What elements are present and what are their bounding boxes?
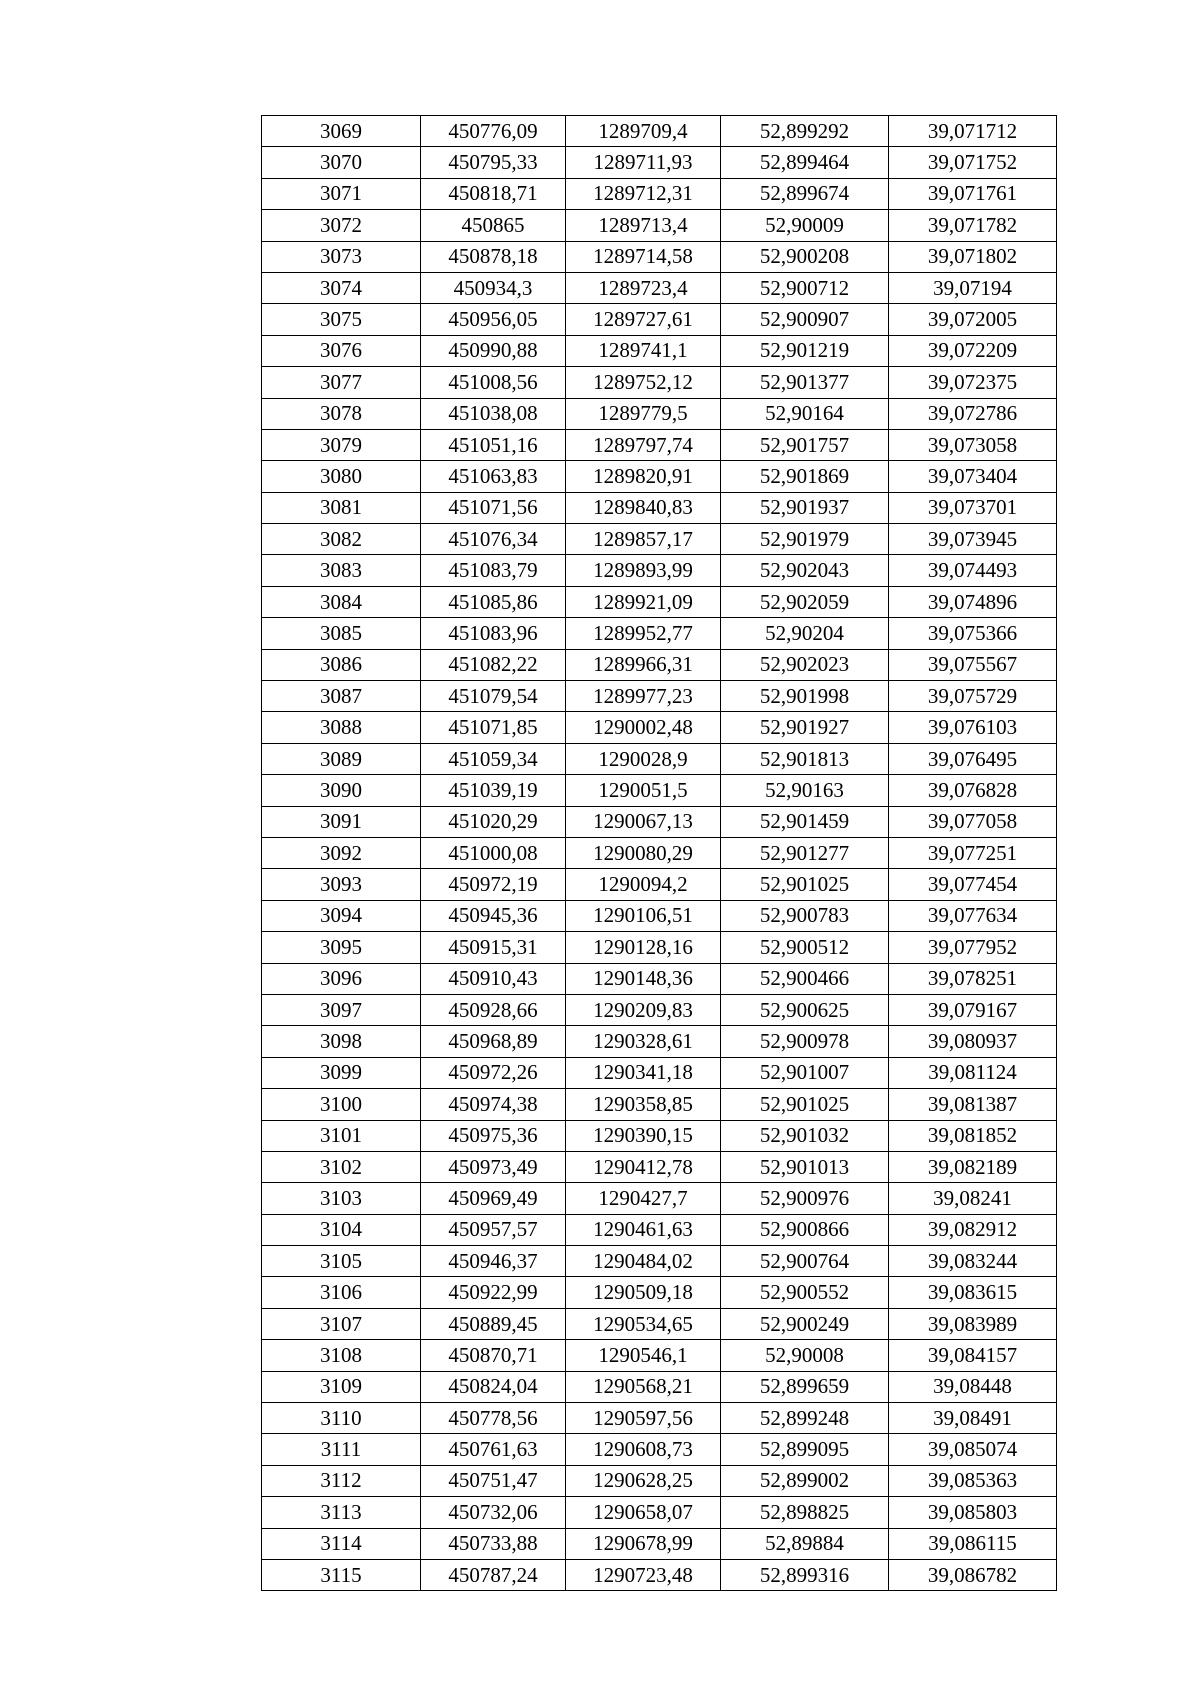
longitude-cell: 39,079167 xyxy=(889,994,1057,1025)
table-row xyxy=(262,241,1057,272)
longitude-cell: 39,076495 xyxy=(889,743,1057,774)
x-coordinate-cell: 450878,18 xyxy=(421,241,566,272)
y-coordinate-cell: 1290484,02 xyxy=(566,1246,721,1277)
point-number-cell: 3093 xyxy=(262,869,421,900)
x-coordinate-cell: 450795,33 xyxy=(421,147,566,178)
latitude-cell: 52,899674 xyxy=(721,178,889,209)
point-number-cell: 3114 xyxy=(262,1528,421,1559)
y-coordinate-cell: 1290358,85 xyxy=(566,1089,721,1120)
y-coordinate-cell: 1290534,65 xyxy=(566,1308,721,1339)
longitude-cell: 39,085803 xyxy=(889,1497,1057,1528)
point-number-cell: 3096 xyxy=(262,963,421,994)
y-coordinate-cell: 1290209,83 xyxy=(566,994,721,1025)
point-number-cell: 3099 xyxy=(262,1057,421,1088)
longitude-cell: 39,086115 xyxy=(889,1528,1057,1559)
longitude-cell: 39,073701 xyxy=(889,492,1057,523)
point-number-cell: 3076 xyxy=(262,335,421,366)
point-number-cell: 3070 xyxy=(262,147,421,178)
x-coordinate-cell: 451079,54 xyxy=(421,681,566,712)
y-coordinate-cell: 1290067,13 xyxy=(566,806,721,837)
latitude-cell: 52,901998 xyxy=(721,681,889,712)
latitude-cell: 52,901219 xyxy=(721,335,889,366)
y-coordinate-cell: 1290597,56 xyxy=(566,1403,721,1434)
y-coordinate-cell: 1290341,18 xyxy=(566,1057,721,1088)
longitude-cell: 39,083989 xyxy=(889,1308,1057,1339)
table-row xyxy=(262,1528,1057,1559)
table-row xyxy=(262,1277,1057,1308)
table-row xyxy=(262,869,1057,900)
longitude-cell: 39,07194 xyxy=(889,272,1057,303)
longitude-cell: 39,077952 xyxy=(889,932,1057,963)
x-coordinate-cell: 451051,16 xyxy=(421,429,566,460)
table-row xyxy=(262,1151,1057,1182)
latitude-cell: 52,901007 xyxy=(721,1057,889,1088)
x-coordinate-cell: 450945,36 xyxy=(421,900,566,931)
point-number-cell: 3083 xyxy=(262,555,421,586)
table-row xyxy=(262,681,1057,712)
x-coordinate-cell: 450975,36 xyxy=(421,1120,566,1151)
x-coordinate-cell: 450915,31 xyxy=(421,932,566,963)
table-row xyxy=(262,1120,1057,1151)
table-row xyxy=(262,1371,1057,1402)
longitude-cell: 39,074493 xyxy=(889,555,1057,586)
table-row xyxy=(262,806,1057,837)
x-coordinate-cell: 450787,24 xyxy=(421,1559,566,1590)
x-coordinate-cell: 451020,29 xyxy=(421,806,566,837)
x-coordinate-cell: 450928,66 xyxy=(421,994,566,1025)
x-coordinate-cell: 451082,22 xyxy=(421,649,566,680)
longitude-cell: 39,082189 xyxy=(889,1151,1057,1182)
x-coordinate-cell: 450972,26 xyxy=(421,1057,566,1088)
longitude-cell: 39,071712 xyxy=(889,116,1057,147)
table-row xyxy=(262,367,1057,398)
point-number-cell: 3094 xyxy=(262,900,421,931)
latitude-cell: 52,901377 xyxy=(721,367,889,398)
y-coordinate-cell: 1289977,23 xyxy=(566,681,721,712)
y-coordinate-cell: 1289741,1 xyxy=(566,335,721,366)
table-row xyxy=(262,1559,1057,1590)
y-coordinate-cell: 1289857,17 xyxy=(566,524,721,555)
latitude-cell: 52,899659 xyxy=(721,1371,889,1402)
x-coordinate-cell: 450974,38 xyxy=(421,1089,566,1120)
point-number-cell: 3072 xyxy=(262,210,421,241)
point-number-cell: 3077 xyxy=(262,367,421,398)
x-coordinate-cell: 451008,56 xyxy=(421,367,566,398)
point-number-cell: 3095 xyxy=(262,932,421,963)
x-coordinate-cell: 450956,05 xyxy=(421,304,566,335)
longitude-cell: 39,073945 xyxy=(889,524,1057,555)
table-row xyxy=(262,555,1057,586)
x-coordinate-cell: 450889,45 xyxy=(421,1308,566,1339)
x-coordinate-cell: 451063,83 xyxy=(421,461,566,492)
latitude-cell: 52,90164 xyxy=(721,398,889,429)
y-coordinate-cell: 1289797,74 xyxy=(566,429,721,460)
longitude-cell: 39,075366 xyxy=(889,618,1057,649)
latitude-cell: 52,898825 xyxy=(721,1497,889,1528)
latitude-cell: 52,900976 xyxy=(721,1183,889,1214)
y-coordinate-cell: 1290568,21 xyxy=(566,1371,721,1402)
point-number-cell: 3098 xyxy=(262,1026,421,1057)
point-number-cell: 3112 xyxy=(262,1465,421,1496)
y-coordinate-cell: 1289779,5 xyxy=(566,398,721,429)
y-coordinate-cell: 1289893,99 xyxy=(566,555,721,586)
x-coordinate-cell: 450990,88 xyxy=(421,335,566,366)
point-number-cell: 3105 xyxy=(262,1246,421,1277)
y-coordinate-cell: 1290412,78 xyxy=(566,1151,721,1182)
latitude-cell: 52,900712 xyxy=(721,272,889,303)
table-row xyxy=(262,178,1057,209)
y-coordinate-cell: 1289921,09 xyxy=(566,586,721,617)
table-row xyxy=(262,1308,1057,1339)
latitude-cell: 52,901025 xyxy=(721,1089,889,1120)
latitude-cell: 52,90008 xyxy=(721,1340,889,1371)
y-coordinate-cell: 1289727,61 xyxy=(566,304,721,335)
y-coordinate-cell: 1290608,73 xyxy=(566,1434,721,1465)
y-coordinate-cell: 1290094,2 xyxy=(566,869,721,900)
y-coordinate-cell: 1290723,48 xyxy=(566,1559,721,1590)
longitude-cell: 39,071761 xyxy=(889,178,1057,209)
latitude-cell: 52,902059 xyxy=(721,586,889,617)
point-number-cell: 3090 xyxy=(262,775,421,806)
longitude-cell: 39,085363 xyxy=(889,1465,1057,1496)
point-number-cell: 3101 xyxy=(262,1120,421,1151)
latitude-cell: 52,901927 xyxy=(721,712,889,743)
latitude-cell: 52,900783 xyxy=(721,900,889,931)
latitude-cell: 52,900907 xyxy=(721,304,889,335)
point-number-cell: 3069 xyxy=(262,116,421,147)
latitude-cell: 52,901025 xyxy=(721,869,889,900)
longitude-cell: 39,077058 xyxy=(889,806,1057,837)
point-number-cell: 3079 xyxy=(262,429,421,460)
longitude-cell: 39,078251 xyxy=(889,963,1057,994)
latitude-cell: 52,90009 xyxy=(721,210,889,241)
point-number-cell: 3074 xyxy=(262,272,421,303)
longitude-cell: 39,08241 xyxy=(889,1183,1057,1214)
point-number-cell: 3110 xyxy=(262,1403,421,1434)
x-coordinate-cell: 450934,3 xyxy=(421,272,566,303)
latitude-cell: 52,899316 xyxy=(721,1559,889,1590)
x-coordinate-cell: 451083,79 xyxy=(421,555,566,586)
y-coordinate-cell: 1289752,12 xyxy=(566,367,721,398)
table-row xyxy=(262,649,1057,680)
longitude-cell: 39,075729 xyxy=(889,681,1057,712)
longitude-cell: 39,071802 xyxy=(889,241,1057,272)
latitude-cell: 52,89884 xyxy=(721,1528,889,1559)
latitude-cell: 52,899095 xyxy=(721,1434,889,1465)
longitude-cell: 39,071782 xyxy=(889,210,1057,241)
point-number-cell: 3073 xyxy=(262,241,421,272)
point-number-cell: 3085 xyxy=(262,618,421,649)
longitude-cell: 39,073404 xyxy=(889,461,1057,492)
y-coordinate-cell: 1290028,9 xyxy=(566,743,721,774)
table-row xyxy=(262,429,1057,460)
longitude-cell: 39,083615 xyxy=(889,1277,1057,1308)
point-number-cell: 3078 xyxy=(262,398,421,429)
longitude-cell: 39,077454 xyxy=(889,869,1057,900)
y-coordinate-cell: 1289712,31 xyxy=(566,178,721,209)
point-number-cell: 3088 xyxy=(262,712,421,743)
latitude-cell: 52,900764 xyxy=(721,1246,889,1277)
x-coordinate-cell: 450910,43 xyxy=(421,963,566,994)
point-number-cell: 3100 xyxy=(262,1089,421,1120)
table-row xyxy=(262,210,1057,241)
y-coordinate-cell: 1290658,07 xyxy=(566,1497,721,1528)
latitude-cell: 52,901869 xyxy=(721,461,889,492)
point-number-cell: 3081 xyxy=(262,492,421,523)
point-number-cell: 3087 xyxy=(262,681,421,712)
x-coordinate-cell: 450865 xyxy=(421,210,566,241)
coordinate-table xyxy=(261,115,1057,1591)
point-number-cell: 3102 xyxy=(262,1151,421,1182)
y-coordinate-cell: 1289820,91 xyxy=(566,461,721,492)
longitude-cell: 39,084157 xyxy=(889,1340,1057,1371)
point-number-cell: 3075 xyxy=(262,304,421,335)
y-coordinate-cell: 1290128,16 xyxy=(566,932,721,963)
point-number-cell: 3108 xyxy=(262,1340,421,1371)
latitude-cell: 52,902043 xyxy=(721,555,889,586)
table-row xyxy=(262,1403,1057,1434)
longitude-cell: 39,077634 xyxy=(889,900,1057,931)
table-row xyxy=(262,837,1057,868)
latitude-cell: 52,901979 xyxy=(721,524,889,555)
table-row xyxy=(262,994,1057,1025)
latitude-cell: 52,901813 xyxy=(721,743,889,774)
longitude-cell: 39,076103 xyxy=(889,712,1057,743)
longitude-cell: 39,081387 xyxy=(889,1089,1057,1120)
table-row xyxy=(262,712,1057,743)
latitude-cell: 52,902023 xyxy=(721,649,889,680)
table-body xyxy=(262,116,1057,1591)
table-row xyxy=(262,1089,1057,1120)
latitude-cell: 52,901459 xyxy=(721,806,889,837)
longitude-cell: 39,082912 xyxy=(889,1214,1057,1245)
x-coordinate-cell: 450957,57 xyxy=(421,1214,566,1245)
table-row xyxy=(262,116,1057,147)
point-number-cell: 3091 xyxy=(262,806,421,837)
longitude-cell: 39,074896 xyxy=(889,586,1057,617)
x-coordinate-cell: 450776,09 xyxy=(421,116,566,147)
y-coordinate-cell: 1290628,25 xyxy=(566,1465,721,1496)
point-number-cell: 3104 xyxy=(262,1214,421,1245)
longitude-cell: 39,077251 xyxy=(889,837,1057,868)
point-number-cell: 3111 xyxy=(262,1434,421,1465)
y-coordinate-cell: 1290148,36 xyxy=(566,963,721,994)
x-coordinate-cell: 450824,04 xyxy=(421,1371,566,1402)
table-row xyxy=(262,335,1057,366)
table-row xyxy=(262,1057,1057,1088)
x-coordinate-cell: 450733,88 xyxy=(421,1528,566,1559)
longitude-cell: 39,075567 xyxy=(889,649,1057,680)
x-coordinate-cell: 450946,37 xyxy=(421,1246,566,1277)
latitude-cell: 52,899002 xyxy=(721,1465,889,1496)
latitude-cell: 52,900249 xyxy=(721,1308,889,1339)
latitude-cell: 52,901032 xyxy=(721,1120,889,1151)
longitude-cell: 39,086782 xyxy=(889,1559,1057,1590)
y-coordinate-cell: 1290546,1 xyxy=(566,1340,721,1371)
longitude-cell: 39,080937 xyxy=(889,1026,1057,1057)
y-coordinate-cell: 1290051,5 xyxy=(566,775,721,806)
table-row xyxy=(262,932,1057,963)
longitude-cell: 39,071752 xyxy=(889,147,1057,178)
point-number-cell: 3115 xyxy=(262,1559,421,1590)
table-row xyxy=(262,775,1057,806)
x-coordinate-cell: 451085,86 xyxy=(421,586,566,617)
longitude-cell: 39,072005 xyxy=(889,304,1057,335)
longitude-cell: 39,073058 xyxy=(889,429,1057,460)
longitude-cell: 39,081852 xyxy=(889,1120,1057,1151)
y-coordinate-cell: 1289952,77 xyxy=(566,618,721,649)
table-row xyxy=(262,1434,1057,1465)
table-row xyxy=(262,743,1057,774)
longitude-cell: 39,083244 xyxy=(889,1246,1057,1277)
table-row xyxy=(262,1183,1057,1214)
point-number-cell: 3071 xyxy=(262,178,421,209)
x-coordinate-cell: 450870,71 xyxy=(421,1340,566,1371)
latitude-cell: 52,900466 xyxy=(721,963,889,994)
table-row xyxy=(262,586,1057,617)
longitude-cell: 39,076828 xyxy=(889,775,1057,806)
point-number-cell: 3103 xyxy=(262,1183,421,1214)
x-coordinate-cell: 451071,85 xyxy=(421,712,566,743)
y-coordinate-cell: 1289711,93 xyxy=(566,147,721,178)
y-coordinate-cell: 1290461,63 xyxy=(566,1214,721,1245)
latitude-cell: 52,901277 xyxy=(721,837,889,868)
point-number-cell: 3097 xyxy=(262,994,421,1025)
y-coordinate-cell: 1289840,83 xyxy=(566,492,721,523)
x-coordinate-cell: 450761,63 xyxy=(421,1434,566,1465)
latitude-cell: 52,900512 xyxy=(721,932,889,963)
table-row xyxy=(262,304,1057,335)
y-coordinate-cell: 1290080,29 xyxy=(566,837,721,868)
y-coordinate-cell: 1290678,99 xyxy=(566,1528,721,1559)
table-row xyxy=(262,272,1057,303)
y-coordinate-cell: 1290328,61 xyxy=(566,1026,721,1057)
latitude-cell: 52,901757 xyxy=(721,429,889,460)
latitude-cell: 52,899248 xyxy=(721,1403,889,1434)
latitude-cell: 52,90163 xyxy=(721,775,889,806)
point-number-cell: 3107 xyxy=(262,1308,421,1339)
x-coordinate-cell: 451038,08 xyxy=(421,398,566,429)
longitude-cell: 39,085074 xyxy=(889,1434,1057,1465)
latitude-cell: 52,900208 xyxy=(721,241,889,272)
longitude-cell: 39,072786 xyxy=(889,398,1057,429)
latitude-cell: 52,900866 xyxy=(721,1214,889,1245)
point-number-cell: 3106 xyxy=(262,1277,421,1308)
x-coordinate-cell: 450968,89 xyxy=(421,1026,566,1057)
table-row xyxy=(262,1497,1057,1528)
x-coordinate-cell: 450969,49 xyxy=(421,1183,566,1214)
x-coordinate-cell: 451000,08 xyxy=(421,837,566,868)
x-coordinate-cell: 451039,19 xyxy=(421,775,566,806)
latitude-cell: 52,899464 xyxy=(721,147,889,178)
point-number-cell: 3086 xyxy=(262,649,421,680)
y-coordinate-cell: 1289709,4 xyxy=(566,116,721,147)
table-row xyxy=(262,1026,1057,1057)
longitude-cell: 39,08491 xyxy=(889,1403,1057,1434)
table-row xyxy=(262,524,1057,555)
table-row xyxy=(262,900,1057,931)
latitude-cell: 52,90204 xyxy=(721,618,889,649)
latitude-cell: 52,900978 xyxy=(721,1026,889,1057)
latitude-cell: 52,900552 xyxy=(721,1277,889,1308)
x-coordinate-cell: 450973,49 xyxy=(421,1151,566,1182)
point-number-cell: 3082 xyxy=(262,524,421,555)
latitude-cell: 52,901013 xyxy=(721,1151,889,1182)
longitude-cell: 39,072209 xyxy=(889,335,1057,366)
table-row xyxy=(262,1246,1057,1277)
latitude-cell: 52,901937 xyxy=(721,492,889,523)
point-number-cell: 3092 xyxy=(262,837,421,868)
y-coordinate-cell: 1289713,4 xyxy=(566,210,721,241)
point-number-cell: 3109 xyxy=(262,1371,421,1402)
table-row xyxy=(262,1465,1057,1496)
x-coordinate-cell: 450732,06 xyxy=(421,1497,566,1528)
y-coordinate-cell: 1290106,51 xyxy=(566,900,721,931)
x-coordinate-cell: 450972,19 xyxy=(421,869,566,900)
table-row xyxy=(262,461,1057,492)
y-coordinate-cell: 1290509,18 xyxy=(566,1277,721,1308)
point-number-cell: 3089 xyxy=(262,743,421,774)
point-number-cell: 3113 xyxy=(262,1497,421,1528)
longitude-cell: 39,081124 xyxy=(889,1057,1057,1088)
table-row xyxy=(262,398,1057,429)
x-coordinate-cell: 451083,96 xyxy=(421,618,566,649)
latitude-cell: 52,899292 xyxy=(721,116,889,147)
y-coordinate-cell: 1289966,31 xyxy=(566,649,721,680)
point-number-cell: 3084 xyxy=(262,586,421,617)
x-coordinate-cell: 450751,47 xyxy=(421,1465,566,1496)
y-coordinate-cell: 1290390,15 xyxy=(566,1120,721,1151)
x-coordinate-cell: 451059,34 xyxy=(421,743,566,774)
table-row xyxy=(262,618,1057,649)
longitude-cell: 39,08448 xyxy=(889,1371,1057,1402)
x-coordinate-cell: 450778,56 xyxy=(421,1403,566,1434)
y-coordinate-cell: 1289723,4 xyxy=(566,272,721,303)
table-row xyxy=(262,963,1057,994)
longitude-cell: 39,072375 xyxy=(889,367,1057,398)
y-coordinate-cell: 1289714,58 xyxy=(566,241,721,272)
x-coordinate-cell: 451071,56 xyxy=(421,492,566,523)
point-number-cell: 3080 xyxy=(262,461,421,492)
latitude-cell: 52,900625 xyxy=(721,994,889,1025)
table-row xyxy=(262,492,1057,523)
y-coordinate-cell: 1290002,48 xyxy=(566,712,721,743)
table-row xyxy=(262,1340,1057,1371)
y-coordinate-cell: 1290427,7 xyxy=(566,1183,721,1214)
x-coordinate-cell: 450818,71 xyxy=(421,178,566,209)
table-row xyxy=(262,1214,1057,1245)
x-coordinate-cell: 450922,99 xyxy=(421,1277,566,1308)
table-row xyxy=(262,147,1057,178)
x-coordinate-cell: 451076,34 xyxy=(421,524,566,555)
